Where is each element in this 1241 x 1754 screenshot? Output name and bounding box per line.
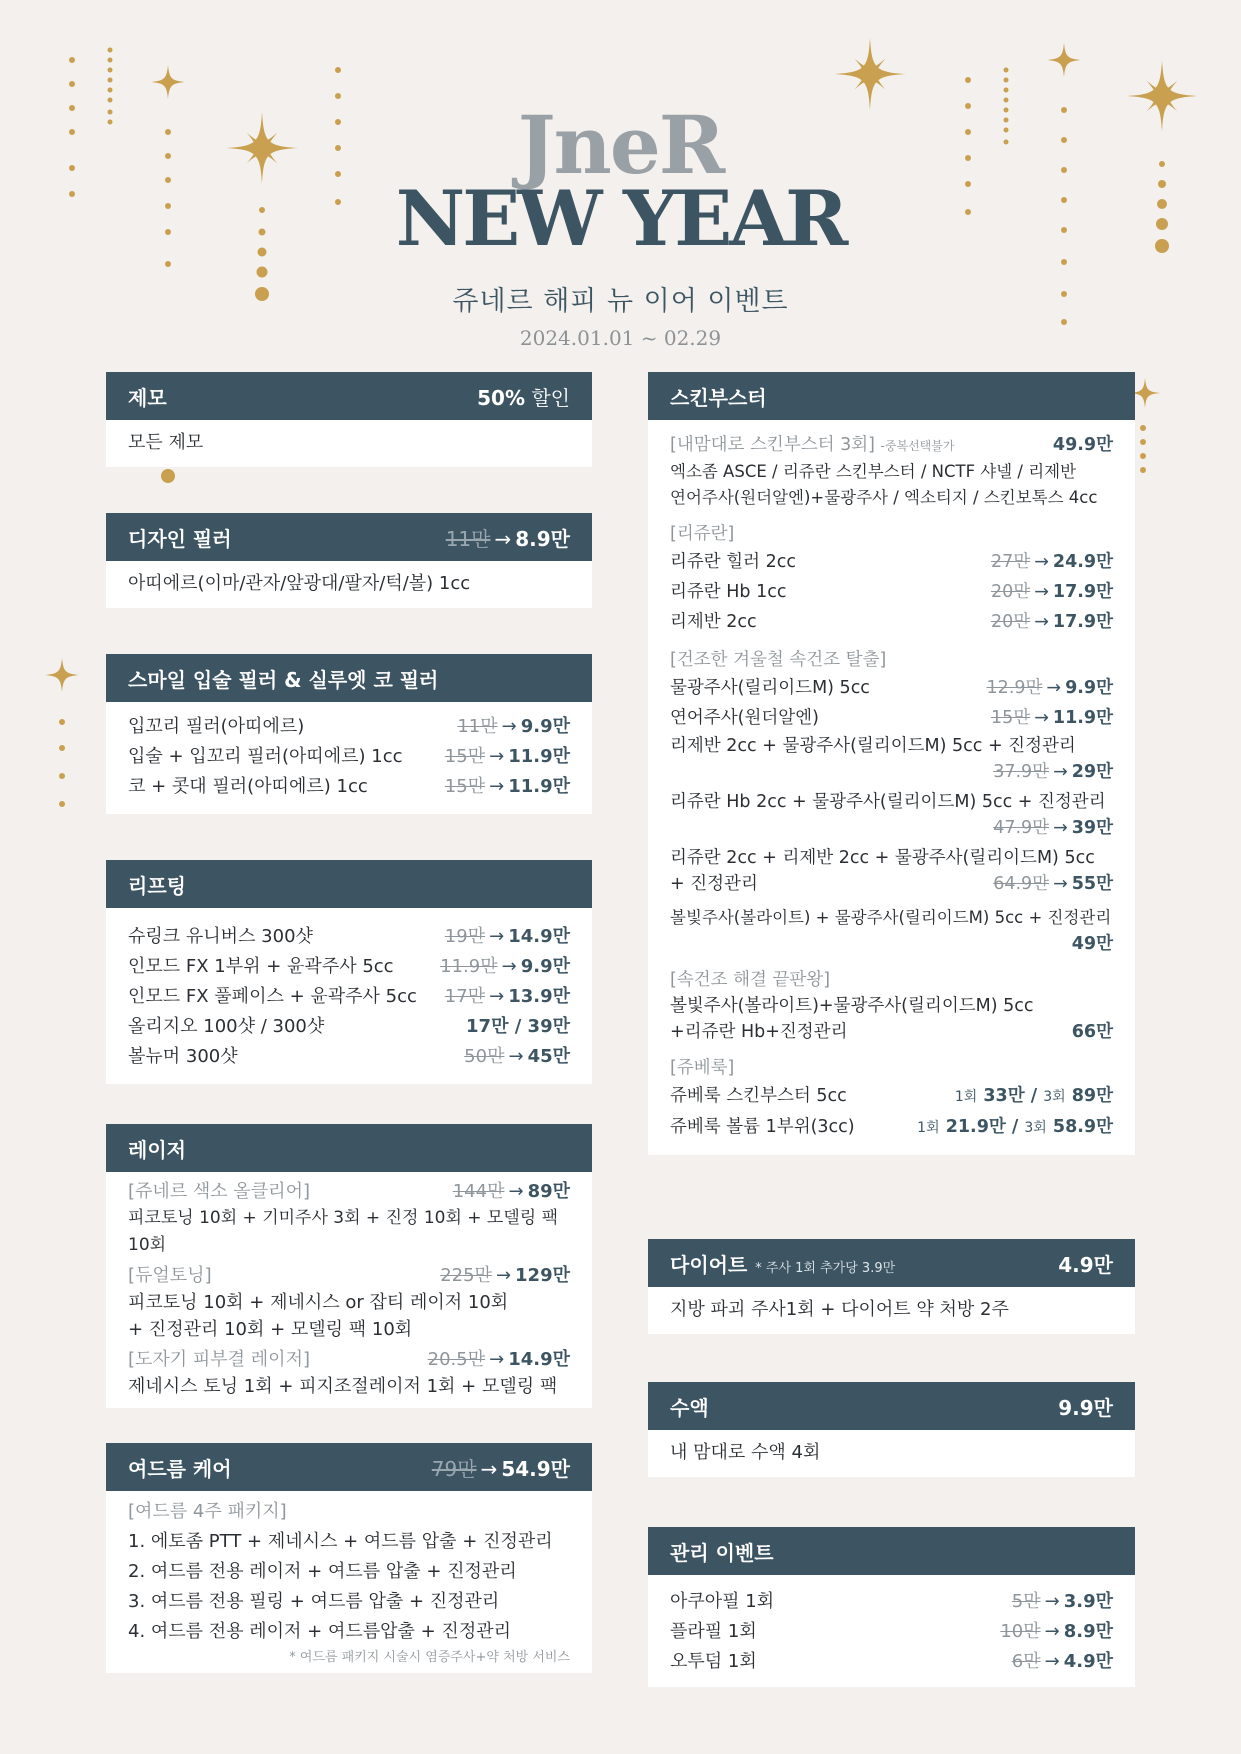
list-item: 입술 + 입꼬리 필러(아띠에르) 1cc 15만 → 11.9만 <box>128 746 570 767</box>
card-body <box>106 1491 592 1673</box>
card-title: 스마일 입술 필러 & 실루엣 코 필러 <box>128 667 439 692</box>
card-header <box>648 1527 1135 1575</box>
card-title: 다이어트 <box>670 1252 748 1277</box>
card-note: * 주사 1회 추가당 3.9만 <box>755 1260 896 1276</box>
card-skinbooster <box>648 372 1135 1155</box>
sparkle-icon <box>834 38 906 110</box>
list-item-price: 47.9만 → 39만 <box>993 818 1113 838</box>
list-item: 쥬베룩 볼륨 1부위(3cc) 1회 21.9만 / 3회 58.9만 <box>670 1117 1113 1137</box>
page-title: NEW YEAR <box>395 174 846 263</box>
card-iv <box>648 1382 1135 1477</box>
card-header <box>106 860 592 908</box>
card-head-price: 79만 → 54.9만 <box>431 1456 570 1481</box>
list-item: [건조한 겨울철 속건조 탈출] <box>670 650 887 670</box>
list-item: 오투덤 1회 6만 → 4.9만 <box>670 1651 1113 1672</box>
card-care-event <box>648 1527 1135 1687</box>
card-header <box>648 1239 1135 1287</box>
card-head-price: 4.9만 <box>1058 1252 1113 1277</box>
star-icon <box>45 658 79 692</box>
card-design-filler <box>106 513 592 608</box>
list-item: 리제반 2cc + 물광주사(릴리이드M) 5cc + 진정관리 <box>670 736 1076 756</box>
card-title: 관리 이벤트 <box>670 1540 774 1565</box>
list-item: 입꼬리 필러(아띠에르) 11만 → 9.9만 <box>128 716 570 737</box>
list-item: 제네시스 토닝 1회 + 피지조절레이저 1회 + 모델링 팩 <box>128 1376 558 1397</box>
card-laser <box>106 1124 592 1408</box>
brand-logo: JneR <box>517 98 724 192</box>
list-item: [쥬베룩] <box>670 1058 735 1078</box>
list-item: 리쥬란 힐러 2cc 27만 → 24.9만 <box>670 552 1113 572</box>
card-header <box>106 513 592 561</box>
list-item: [듀얼토닝] 225만 → 129만 <box>128 1265 570 1286</box>
card-head-price: 50% 할인 <box>477 385 570 410</box>
list-item: 내 맘대로 수액 4회 <box>670 1442 821 1463</box>
card-header <box>106 654 592 702</box>
list-item: 인모드 FX 풀페이스 + 윤곽주사 5cc 17만 → 13.9만 <box>128 986 570 1007</box>
list-item: 아띠에르(이마/관자/앞광대/팔자/턱/볼) 1cc <box>128 573 471 594</box>
card-lifting <box>106 860 592 1084</box>
card-header <box>648 372 1135 420</box>
card-acne <box>106 1443 592 1673</box>
card-body <box>106 561 592 608</box>
list-item: 엑소좀 ASCE / 리쥬란 스킨부스터 / NCTF 샤넬 / 리제반 <box>670 462 1077 481</box>
list-item: 3. 여드름 전용 필링 + 여드름 압출 + 진정관리 <box>128 1591 500 1612</box>
list-item: 리쥬란 Hb 2cc + 물광주사(릴리이드M) 5cc + 진정관리 <box>670 792 1106 812</box>
card-header <box>106 1443 592 1491</box>
card-jemo <box>106 372 592 467</box>
list-item: + 진정관리 64.9만 → 55만 <box>670 874 1113 894</box>
list-item: 코 + 콧대 필러(아띠에르) 1cc 15만 → 11.9만 <box>128 776 570 797</box>
list-item: [속건조 해결 끝판왕] <box>670 970 831 990</box>
list-item: 모든 제모 <box>128 432 204 453</box>
list-item: [여드름 4주 패키지] <box>128 1501 287 1522</box>
list-item: [쥬네르 색소 올클리어] 144만 → 89만 <box>128 1181 570 1202</box>
card-header <box>648 1382 1135 1430</box>
event-subtitle: 쥬네르 해피 뉴 이어 이벤트 <box>452 286 789 317</box>
card-body <box>106 420 592 467</box>
card-diet <box>648 1239 1135 1334</box>
list-item: 슈링크 유니버스 300샷 19만 → 14.9만 <box>128 926 570 947</box>
list-item: 리제반 2cc 20만 → 17.9만 <box>670 612 1113 632</box>
list-item-price: 49만 <box>1071 934 1113 954</box>
list-item: 볼빛주사(볼라이트)+물광주사(릴리이드M) 5cc <box>670 996 1034 1016</box>
list-item: 2. 여드름 전용 레이저 + 여드름 압출 + 진정관리 <box>128 1561 517 1582</box>
card-smile-filler <box>106 654 592 814</box>
list-item: + 진정관리 10회 + 모델링 팩 10회 <box>128 1319 413 1340</box>
list-item: [내맘대로 스킨부스터 3회] -중복선택불가 49.9만 <box>670 435 1113 455</box>
card-body <box>648 1575 1135 1687</box>
card-body <box>106 702 592 814</box>
list-item: +리쥬란 Hb+진정관리 66만 <box>670 1022 1113 1042</box>
card-title: 디자인 필러 <box>128 526 232 551</box>
list-item: 1. 에토좀 PTT + 제네시스 + 여드름 압출 + 진정관리 <box>128 1531 553 1552</box>
card-title: 리프팅 <box>128 873 186 898</box>
star-icon <box>151 65 185 99</box>
list-item: 인모드 FX 1부위 + 윤곽주사 5cc 11.9만 → 9.9만 <box>128 956 570 977</box>
list-item: 아쿠아필 1회 5만 → 3.9만 <box>670 1591 1113 1612</box>
card-title: 스킨부스터 <box>670 385 767 410</box>
card-title: 제모 <box>128 385 167 410</box>
list-item: 4. 여드름 전용 레이저 + 여드름압출 + 진정관리 <box>128 1621 511 1642</box>
card-title: 레이저 <box>128 1137 186 1162</box>
list-item: 지방 파괴 주사1회 + 다이어트 약 처방 2주 <box>670 1299 1009 1320</box>
list-item: 피코토닝 10회 + 제네시스 or 잡티 레이저 10회 <box>128 1292 509 1313</box>
list-item-price: 37.9만 → 29만 <box>993 762 1113 782</box>
card-head-price: 11만 → 8.9만 <box>445 526 570 551</box>
list-item: 플라필 1회 10만 → 8.9만 <box>670 1621 1113 1642</box>
card-head-price: 9.9만 <box>1058 1395 1113 1420</box>
list-item: 쥬베룩 스킨부스터 5cc 1회 33만 / 3회 89만 <box>670 1086 1113 1106</box>
card-title: 여드름 케어 <box>128 1456 232 1481</box>
list-item: 볼빛주사(볼라이트) + 물광주사(릴리이드M) 5cc + 진정관리 <box>670 908 1112 927</box>
page-header <box>0 98 1241 350</box>
footnote: * 여드름 패키지 시술시 염증주사+약 처방 서비스 <box>289 1650 570 1665</box>
card-header <box>106 1124 592 1172</box>
card-body <box>106 908 592 1084</box>
list-item: [도자기 피부결 레이저] 20.5만 → 14.9만 <box>128 1349 570 1370</box>
star-icon <box>1047 43 1081 77</box>
card-body <box>106 1172 592 1408</box>
list-item: [리쥬란] <box>670 524 735 544</box>
list-item: 리쥬란 2cc + 리제반 2cc + 물광주사(릴리이드M) 5cc <box>670 848 1095 868</box>
card-title: 수액 <box>670 1395 709 1420</box>
event-dates: 2024.01.01 ~ 02.29 <box>519 326 722 350</box>
list-item: 물광주사(릴리이드M) 5cc 12.9만 → 9.9만 <box>670 678 1113 698</box>
list-item: 볼뉴머 300샷 50만 → 45만 <box>128 1046 570 1067</box>
list-item: 올리지오 100샷 / 300샷 17만 / 39만 <box>128 1016 570 1037</box>
card-header <box>106 372 592 420</box>
list-item: 리쥬란 Hb 1cc 20만 → 17.9만 <box>670 582 1113 602</box>
card-body <box>648 1287 1135 1334</box>
card-body <box>648 420 1135 1155</box>
list-item: 연어주사(원더알엔)+물광주사 / 엑소티지 / 스킨보톡스 4cc <box>670 488 1098 507</box>
card-body <box>648 1430 1135 1477</box>
list-item: 연어주사(원더알엔) 15만 → 11.9만 <box>670 708 1113 728</box>
list-item: 피코토닝 10회 + 기미주사 3회 + 진정 10회 + 모델링 팩 10회 <box>128 1208 559 1255</box>
